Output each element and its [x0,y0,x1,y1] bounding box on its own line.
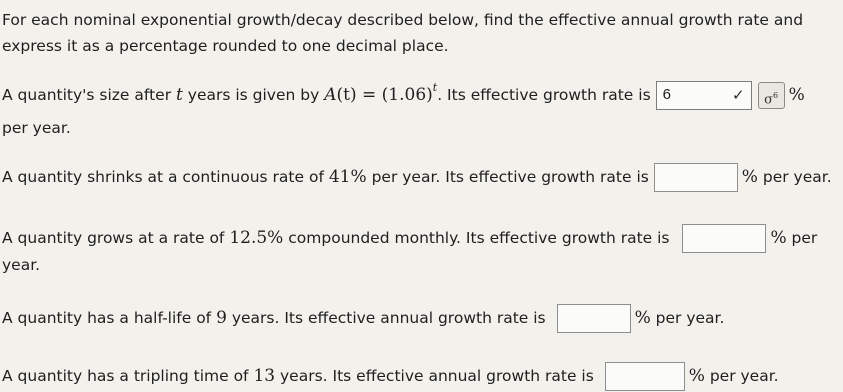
q3-percent: % [770,228,787,248]
q1-text-before: A quantity's size after [2,86,176,104]
q5-years: 13 [253,366,276,386]
q3-text-before: A quantity grows at a rate of [2,229,230,247]
question-3 [2,224,817,253]
q1-var-t: t [176,85,183,105]
sigma-power-icon[interactable]: $\sigma^6$ [758,82,785,109]
q4-text-before: A quantity has a half-life of [2,309,217,327]
q1-continuation: per year. [2,119,71,137]
q5-answer-input[interactable] [605,362,685,391]
q4-percent: % [634,308,651,328]
q3-suffix: per [786,229,818,247]
q2-percent: % [741,167,758,187]
q1-text-mid: years is given by [182,86,325,104]
q1-answer-input[interactable] [656,81,752,110]
q2-text-after: per year. Its effective growth rate is [366,168,649,186]
q5-text-after: years. Its effective annual growth rate is [275,367,594,385]
instructions-line-1: For each nominal exponential growth/decay described below, find the effective annual growth rate and [2,11,804,29]
q1-formula: $A(t) = (1.06)^t$ [324,81,438,105]
instructions-line-2: express it as a percentage rounded to one decimal place. [2,37,449,55]
q1-text-after: . Its effective growth rate is [437,86,651,104]
question-2 [2,163,832,192]
q4-suffix: per year. [650,309,725,327]
q5-percent: % [688,366,705,386]
q2-suffix: per year. [757,168,832,186]
question-5 [2,362,779,391]
q3-continuation: year. [2,256,41,274]
q1-answer-value: 6 [662,86,671,103]
q3-rate: 12.5% [229,228,284,248]
checkmark-icon: ✓ [732,87,745,104]
q5-suffix: per year. [704,367,779,385]
question-4 [2,304,724,333]
q2-text-before: A quantity shrinks at a continuous rate of [2,168,329,186]
q1-percent: % [788,85,805,105]
q3-answer-input[interactable] [682,224,766,253]
q2-rate: 41% [328,167,367,187]
q2-answer-input[interactable] [654,163,738,192]
q4-text-after: years. Its effective annual growth rate is [226,309,546,327]
question-1 [2,81,805,110]
q4-years: 9 [216,308,227,328]
q4-answer-input[interactable] [557,304,631,333]
q3-text-after: compounded monthly. Its effective growth rate is [283,229,670,247]
q5-text-before: A quantity has a tripling time of [2,367,254,385]
